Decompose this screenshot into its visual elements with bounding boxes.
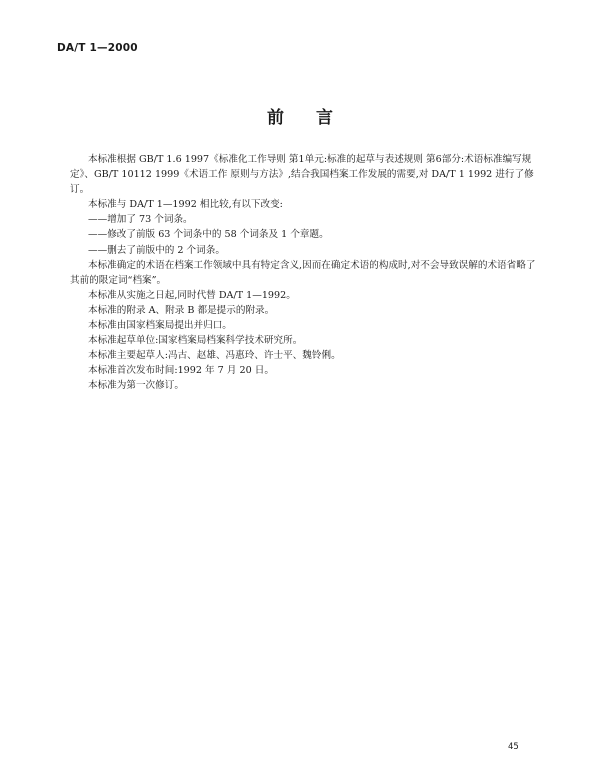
document-code: DA/T 1—2000 bbox=[57, 42, 138, 54]
paragraph-proposed-by: 本标准由国家档案局提出并归口。 bbox=[88, 320, 232, 332]
page-title: 前言 bbox=[267, 108, 365, 128]
paragraph-drafters: 本标准主要起草人:冯古、赵雄、冯惠玲、许士平、魏铃俐。 bbox=[88, 350, 341, 362]
paragraph-first-issue: 本标准首次发布时间:1992 年 7 月 20 日。 bbox=[88, 365, 274, 377]
paragraph-drafting-unit: 本标准起草单位:国家档案局档案科学技术研究所。 bbox=[88, 335, 303, 347]
list-item-removed: ——删去了前版中的 2 个词条。 bbox=[88, 244, 225, 256]
foreword-body bbox=[70, 152, 540, 394]
list-item-added: ——增加了 73 个词条。 bbox=[88, 214, 193, 226]
paragraph-comparison: 本标准与 DA/T 1—1992 相比较,有以下改变: bbox=[88, 199, 283, 211]
paragraph-supersedes: 本标准从实施之日起,同时代替 DA/T 1—1992。 bbox=[88, 289, 296, 301]
page-number: 45 bbox=[508, 742, 519, 752]
paragraph-appendices: 本标准的附录 A、附录 B 都是提示的附录。 bbox=[88, 304, 275, 316]
paragraph-revision-basis: 本标准根据 GB/T 1.6 1997《标准化工作导则 第1单元:标准的起草与表述规则 第6部分:术语标准编写规定》、GB/T 10112 1999《术语工作 原则与方法》,结合我国档案工作发展的需要,对 DA/T 1 1992 进行了修订。 bbox=[70, 154, 534, 196]
list-item-modified: ——修改了前版 63 个词条中的 58 个词条及 1 个章题。 bbox=[88, 229, 329, 241]
paragraph-revision-count: 本标准为第一次修订。 bbox=[88, 380, 184, 392]
paragraph-term-meaning: 本标准确定的术语在档案工作领域中具有特定含义,因而在确定术语的构成时,对不会导致误解的术语省略了其前的限定词“档案”。 bbox=[70, 259, 536, 286]
